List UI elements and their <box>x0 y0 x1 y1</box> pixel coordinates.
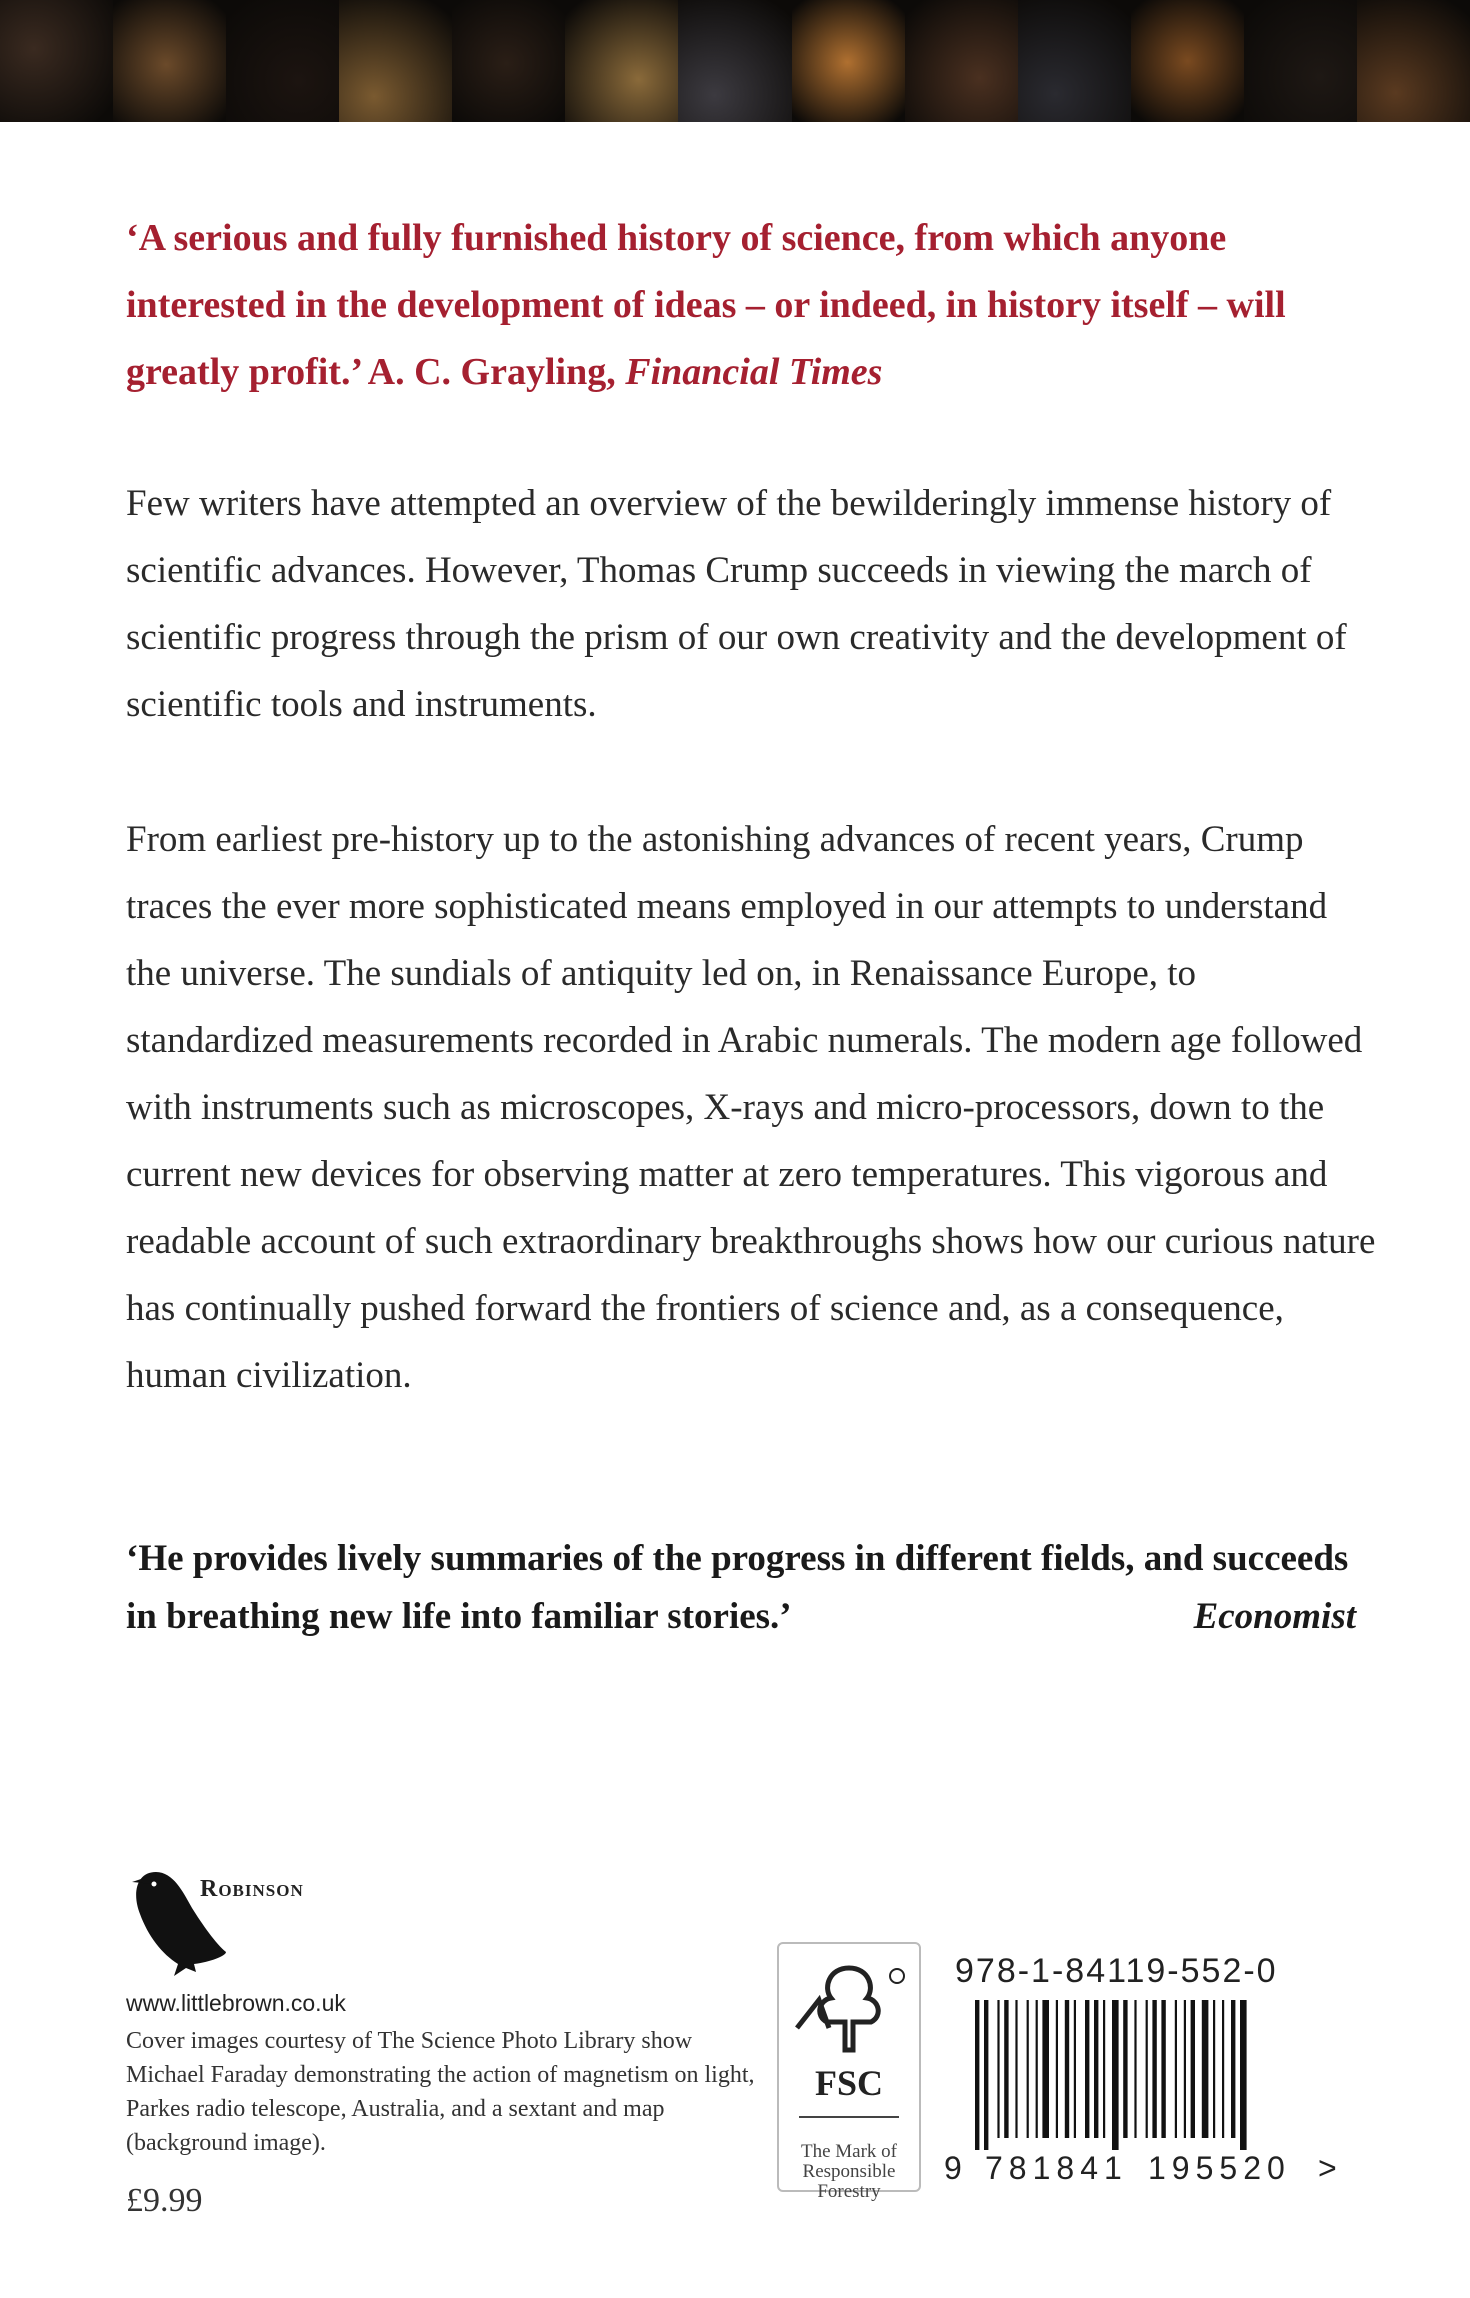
barcode-bar <box>1094 2000 1098 2138</box>
barcode-bar <box>1123 2000 1127 2138</box>
barcode-end-marker: > <box>1318 2150 1337 2186</box>
barcode-digits-group-1: 781841 <box>985 2150 1128 2186</box>
barcode-bar <box>1152 2000 1156 2138</box>
barcode-bar <box>1222 2000 1224 2138</box>
cover-image-banner <box>0 0 1470 122</box>
barcode-bar <box>1004 2000 1008 2138</box>
barcode-bar <box>1042 2000 1049 2138</box>
barcode-bar <box>1191 2000 1195 2138</box>
barcode-bar <box>975 2000 979 2150</box>
blurb-paragraph-1: Few writers have attempted an overview of the bewilderingly immense history of scientific advances. However, Thomas Crump succeeds in viewing the march of scientific progress through the prism of our own creativity and the development of scientific tools and instruments. <box>126 483 1347 725</box>
barcode-bar <box>1231 2000 1235 2138</box>
banner-photo-tile <box>565 0 678 122</box>
publisher-website: www.littlebrown.co.uk <box>126 1990 346 2016</box>
barcode-bar <box>1074 2000 1076 2138</box>
fsc-name: FSC <box>814 2063 883 2103</box>
barcode-bar <box>1213 2000 1215 2138</box>
barcode-digits-group-2: 195520 <box>1148 2150 1291 2186</box>
fsc-tree-icon <box>789 1958 909 2058</box>
cover-credits: Cover images courtesy of The Science Photo Library show Michael Faraday demonstrating the action of magnetism on light, Parkes radio telescope, Australia, and a sextant and map (background image). <box>126 2028 755 2156</box>
barcode-bar <box>1103 2000 1105 2138</box>
barcode-digit-lead: 9 <box>944 2150 962 2186</box>
barcode-bar <box>997 2000 999 2138</box>
price: £9.99 <box>126 2182 203 2219</box>
blurb-paragraph-2: From earliest pre-history up to the astonishing advances of recent years, Crump traces the ever more sophisticated means employed in our attempts to understand the universe. The sundials of antiquity led on, in Renaissance Europe, to standardized measurements recorded in Arabic numerals. The modern age followed with instruments such as microscopes, X-rays and micro-processors, down to the current new devices for observing matter at zero temperatures. This vigorous and readable account of such extraordinary breakthroughs shows how our curious nature has continually pushed forward the frontiers of science and, as a consequence, human civilization. <box>126 819 1376 1396</box>
review-quote-top: ‘A serious and fully furnished history of science, from which anyone interested in the development of ideas – or indeed, in history itself – will greatly profit.’ A. C. Grayling, Financial Times <box>126 217 1286 393</box>
review-source-economist: Economist <box>1193 1596 1356 1637</box>
barcode-bar <box>984 2000 988 2150</box>
barcode-bar <box>1161 2000 1165 2138</box>
fsc-logo <box>777 1942 921 2202</box>
banner-photo-tile <box>1244 0 1357 122</box>
banner-photo-tile <box>1131 0 1244 122</box>
barcode-bar <box>1175 2000 1177 2138</box>
review-source: Financial Times <box>625 351 883 393</box>
barcode-bar <box>1146 2000 1148 2138</box>
barcode-bar <box>1240 2000 1247 2150</box>
barcode-bar <box>1027 2000 1029 2138</box>
barcode-bar <box>1184 2000 1186 2138</box>
barcode-bar <box>1085 2000 1089 2138</box>
barcode-bar <box>1065 2000 1069 2138</box>
barcode <box>945 2000 1325 2150</box>
fsc-tagline: The Mark of Responsible Forestry <box>800 2141 898 2202</box>
banner-photo-tile <box>452 0 565 122</box>
barcode-bar <box>1134 2000 1136 2138</box>
banner-photo-tile <box>905 0 1018 122</box>
banner-photo-tile <box>113 0 226 122</box>
publisher-name: Robinson <box>200 1876 304 1902</box>
barcode-bar <box>1202 2000 1209 2138</box>
banner-photo-tile <box>1018 0 1131 122</box>
review-quote-bottom: ‘He provides lively summaries of the progress in different fields, and succeeds in breathing new life into familiar stories.’ Economist <box>126 1530 1356 1646</box>
banner-photo-tile <box>226 0 339 122</box>
barcode-bar <box>1112 2000 1119 2150</box>
banner-photo-tile <box>1357 0 1470 122</box>
banner-photo-tile <box>339 0 452 122</box>
banner-photo-tile <box>0 0 113 122</box>
barcode-bar <box>1015 2000 1017 2138</box>
barcode-bar <box>1056 2000 1058 2138</box>
barcode-bar <box>1036 2000 1038 2138</box>
isbn-number: 978-1-84119-552-0 <box>955 1952 1278 1990</box>
banner-photo-tile <box>792 0 905 122</box>
banner-photo-tile <box>678 0 791 122</box>
